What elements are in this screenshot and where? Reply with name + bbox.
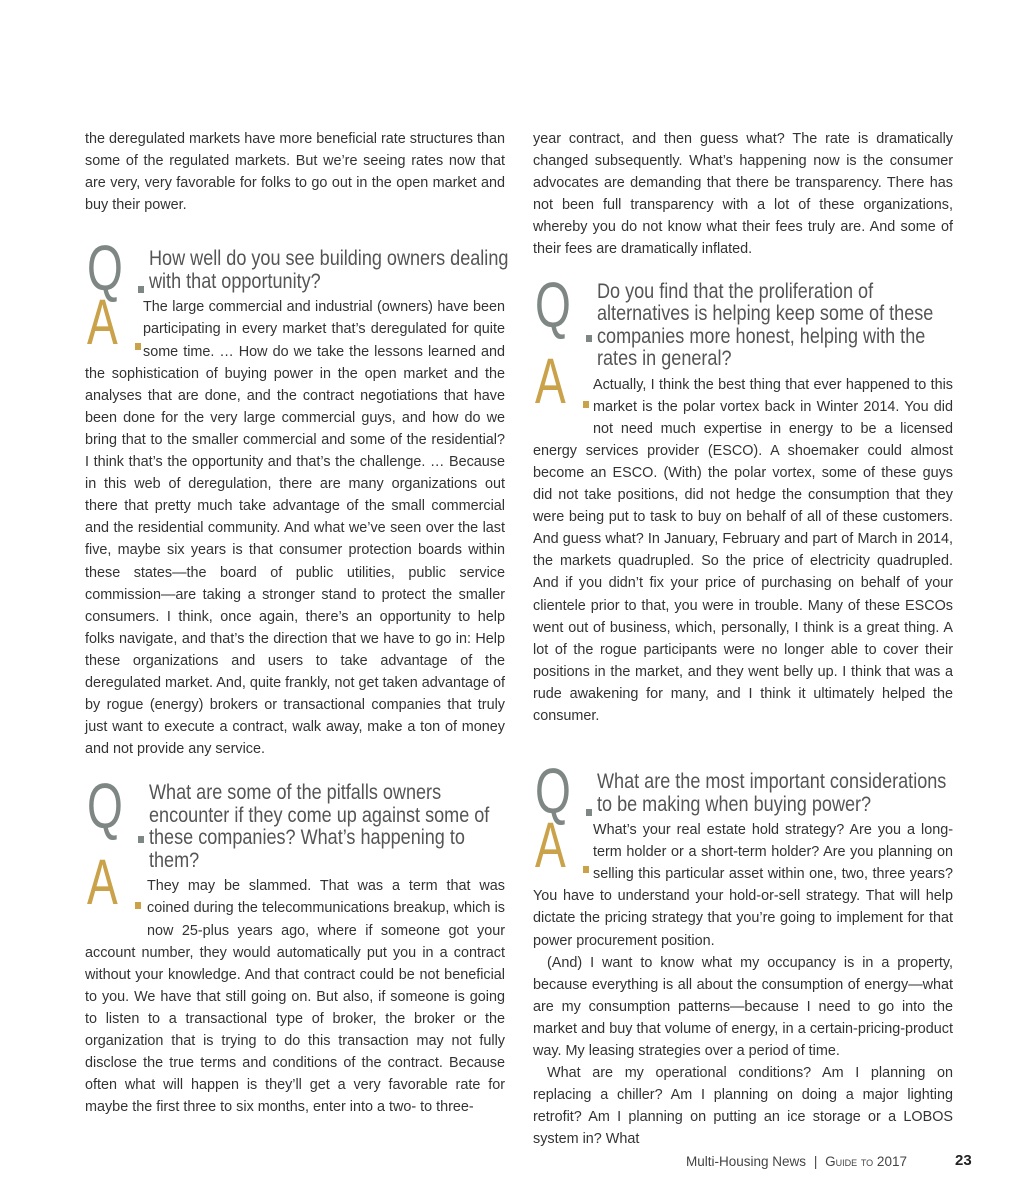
a-glyph: A	[535, 809, 566, 882]
q-dot	[586, 335, 592, 342]
a-dot	[583, 401, 589, 408]
question-heading: Do you find that the proliferation of alternatives is helping keep some of these companies more honest, helping with the rates in general?	[597, 279, 934, 371]
body-paragraph: (And) I want to know what my occupancy is in a property, because everything is all about the consumption of energy—what are my consumption patterns—because I need to go into the market and buy that volume of energy, in a certain-pricing-product way. My leasing strategies over a period of time.	[533, 954, 953, 1059]
page-footer	[686, 1154, 907, 1169]
right-intro-paragraph: year contract, and then guess what? The rate is dramatically changed subsequently. What’s happening now is the consumer advocates are demanding that there be transparency. There has not been full transparency with a lot of these organizations, whereby you do not know what their fees truly are. And some of their fees are dramatically inflated.	[533, 131, 953, 258]
right-column	[533, 128, 953, 1150]
q-glyph: Q	[535, 268, 571, 341]
q-glyph: Q	[87, 770, 123, 843]
a-glyph: A	[87, 846, 118, 919]
a-dot	[135, 343, 141, 350]
qa-block-1	[85, 232, 509, 784]
a-glyph: A	[87, 286, 118, 359]
qa-block-3	[533, 268, 953, 728]
answer-text: What’s your real estate hold strategy? Are you a long-term holder or a short-term holder? Are you planning on selling this particular asset within one, two, three years? You have to understand your hold-or-sell strategy. That will help dictate the pricing strategy that you’re going to implement for that power procurement position.	[533, 822, 953, 949]
question-heading: What are the most important considerations to be making when buying power?	[597, 770, 947, 816]
a-glyph: A	[535, 344, 566, 417]
q-glyph: Q	[535, 755, 571, 828]
question-heading: What are some of the pitfalls owners encounter if they come up against some of these companies? What’s happening to them?	[149, 781, 490, 872]
answer-text: Actually, I think the best thing that ever happened to this market is the polar vortex back in Winter 2014. You did not need much expertise in energy to be a licensed energy services provider (ESCO). A shoemaker could almost become an ESCO. (With) the polar vortex, some of these guys did not take positions, did not hedge the consumption that they were being put to task to buy on behalf of all of these customers. And guess what? In January, February and part of March in 2014, the markets quadrupled. So the price of electricity quadrupled. And if you didn’t fix your price of purchasing on behalf of your clientele prior to that, you were in trouble. Many of these ESCOs went out of business, which, personally, I think is a great thing. A lot of the rogue participants were no longer able to cover their positions in the market, and they went belly up. I think that was a rude awakening for many, and I think it ultimately helped the consumer.	[533, 376, 953, 724]
answer-text: They may be slammed. That was a term that was coined during the telecommunications breakup, which is now 25-plus years ago, where if someone got your account number, they would automatically put you in a contract without your knowledge. And that contract could be not beneficial to you. We have that still going on. But also, if someone is going to listen to a transactional type of broker, the broker or the organization that is trying to do this transaction may not fully disclose the true terms and conditions of the contract. Because often what will happen is they’ll get a very favorable rate for maybe the first three to six months, enter into a two- to three-	[85, 878, 505, 1116]
q-dot	[138, 836, 144, 843]
answer-paragraph	[85, 875, 505, 1118]
left-column	[85, 128, 509, 1118]
q-glyph: Q	[87, 232, 123, 305]
answer-paragraph	[85, 296, 505, 760]
publication-name: Multi-Housing News	[686, 1154, 807, 1169]
qa-block-4	[533, 755, 953, 1150]
a-dot	[135, 902, 141, 909]
a-dot	[583, 866, 589, 873]
left-intro-paragraph: the deregulated markets have more beneficial rate structures than some of the regulated markets. But we’re seeing rates now that are very, very favorable for folks to go out in the open market and buy their power.	[85, 131, 505, 214]
answer-text: The large commercial and industrial (owners) have been participating in every market that’s deregulated for quite some time. … How do we take the lessons learned and the sophistication of buying power in the open market and the analyses that are done, and the contract negotiations that have been done for the very large commercial guys, and how do we bring that to the smaller commercial and some of the residential? I think that’s the opportunity and that’s the challenge. … Because in this web of deregulation, there are many organizations out there that pretty much take advantage of the small commercial and the residential community. And what we’ve seen over the last five, maybe six years is that consumer protection boards within these states—the board of public utilities, public service commission—are taking a stronger stand to protect the smaller consumers. I think, once again, there’s an opportunity to help folks navigate, and that’s the direction that we have to go in: Help these organizations and users to take advantage of the deregulated market. And, quite frankly, not get taken advantage of by rogue (energy) brokers or transactional companies that truly just want to execute a contract, walk away, make a ton of money and not provide any service.	[85, 299, 505, 758]
qa-block-2	[85, 770, 505, 1118]
page-number: 23	[955, 1152, 972, 1169]
q-dot	[138, 286, 144, 293]
footer-separator: |	[813, 1154, 818, 1169]
question-heading: How well do you see building owners dealing with that opportunity?	[149, 247, 509, 293]
q-dot	[586, 809, 592, 816]
answer-paragraph	[533, 819, 953, 952]
answer-paragraph	[533, 374, 953, 728]
guide-label: Guide to 2017	[825, 1154, 907, 1169]
body-paragraph: What are my operational conditions? Am I planning on replacing a chiller? Am I planning on doing a major lighting retrofit? Am I planning on putting an ice storage or a LOBOS system in? What	[533, 1065, 953, 1148]
